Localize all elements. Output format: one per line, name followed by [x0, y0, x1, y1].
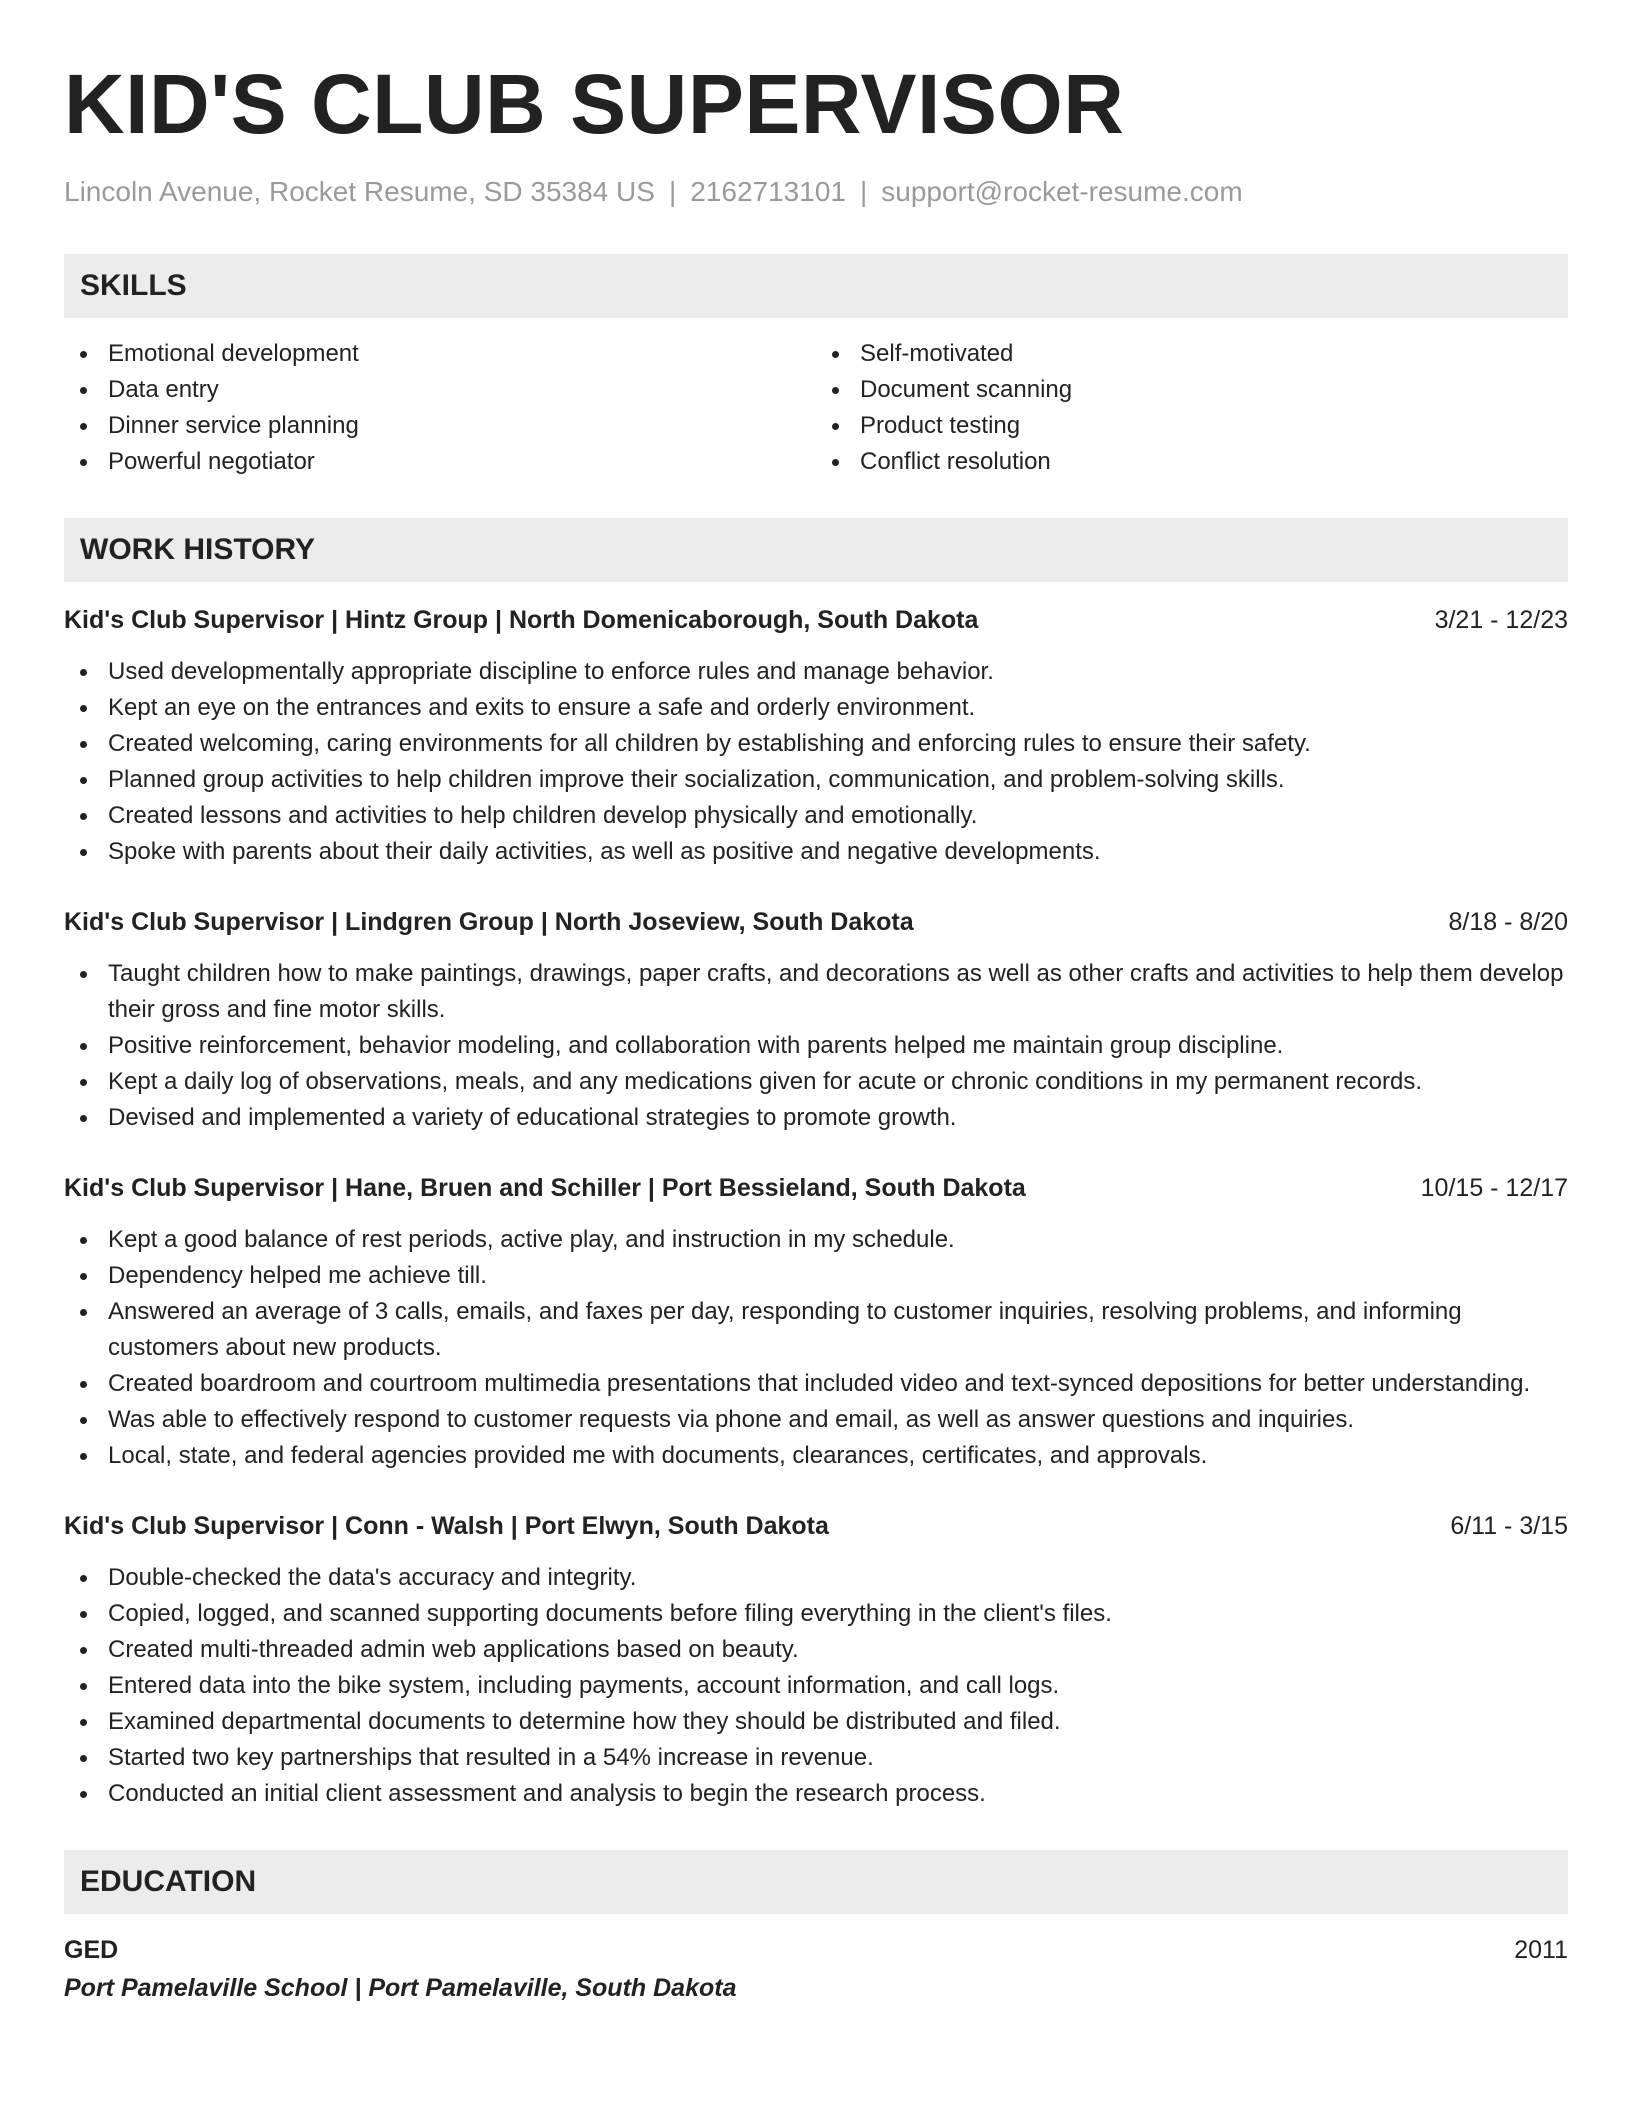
job-bullets: [64, 1560, 1568, 1812]
job-entry: [64, 602, 1568, 870]
job-bullet: Taught children how to make paintings, drawings, paper crafts, and decorations as well as other crafts and activities to help them develop their gross and fine motor skills.: [64, 956, 1568, 1028]
job-bullet: Used developmentally appropriate discipline to enforce rules and manage behavior.: [64, 654, 1568, 690]
job-bullets: [64, 1222, 1568, 1474]
job-bullet: Kept a good balance of rest periods, active play, and instruction in my schedule.: [64, 1222, 1568, 1258]
contact-separator: |: [859, 176, 868, 207]
skill-item: Powerful negotiator: [64, 444, 816, 480]
job-bullet: Created welcoming, caring environments for all children by establishing and enforcing rules to ensure their safety.: [64, 726, 1568, 762]
job-bullet: Created lessons and activities to help children develop physically and emotionally.: [64, 798, 1568, 834]
contact-separator: |: [668, 176, 677, 207]
job-bullet: Copied, logged, and scanned supporting documents before filing everything in the client's files.: [64, 1596, 1568, 1632]
job-heading-row: [64, 1508, 1568, 1544]
job-heading: Kid's Club Supervisor | Conn - Walsh | Port Elwyn, South Dakota: [64, 1512, 829, 1540]
job-dates: 8/18 - 8/20: [1448, 908, 1568, 936]
job-bullet: Examined departmental documents to determine how they should be distributed and filed.: [64, 1704, 1568, 1740]
job-bullet: Answered an average of 3 calls, emails, and faxes per day, responding to customer inquiries, resolving problems, and informing customers about new products.: [64, 1294, 1568, 1366]
job-entry: [64, 904, 1568, 1136]
job-bullet: Created boardroom and courtroom multimedia presentations that included video and text-synced depositions for better understanding.: [64, 1366, 1568, 1402]
skill-item: Self-motivated: [816, 336, 1568, 372]
job-bullet: Local, state, and federal agencies provided me with documents, clearances, certificates, and approvals.: [64, 1438, 1568, 1474]
contact-email: support@rocket-resume.com: [881, 176, 1243, 207]
education-section-header: EDUCATION: [64, 1850, 1568, 1914]
skills-list: [64, 336, 1568, 480]
job-bullet: Devised and implemented a variety of educational strategies to promote growth.: [64, 1100, 1568, 1136]
job-bullet: Planned group activities to help children improve their socialization, communication, and problem-solving skills.: [64, 762, 1568, 798]
skill-item: Document scanning: [816, 372, 1568, 408]
job-bullet: Positive reinforcement, behavior modeling, and collaboration with parents helped me maintain group discipline.: [64, 1028, 1568, 1064]
job-bullet: Double-checked the data's accuracy and integrity.: [64, 1560, 1568, 1596]
page-title: KID'S CLUB SUPERVISOR: [64, 57, 1125, 151]
job-bullet: Created multi-threaded admin web applications based on beauty.: [64, 1632, 1568, 1668]
skills-section-header: SKILLS: [64, 254, 1568, 318]
job-bullets: [64, 654, 1568, 870]
job-entry: [64, 1508, 1568, 1812]
skill-item: Emotional development: [64, 336, 816, 372]
job-bullet: Spoke with parents about their daily activities, as well as positive and negative developments.: [64, 834, 1568, 870]
education-heading-row: [64, 1932, 1568, 1968]
education-year: 2011: [1514, 1936, 1568, 1964]
contact-phone: 2162713101: [690, 176, 846, 207]
job-heading: Kid's Club Supervisor | Hane, Bruen and Schiller | Port Bessieland, South Dakota: [64, 1174, 1026, 1202]
job-dates: 3/21 - 12/23: [1434, 606, 1568, 634]
contact-line: [64, 174, 1568, 210]
job-heading-row: [64, 1170, 1568, 1206]
skills-column-right: [816, 336, 1568, 480]
job-heading-row: [64, 602, 1568, 638]
skill-item: Conflict resolution: [816, 444, 1568, 480]
job-bullet: Started two key partnerships that resulted in a 54% increase in revenue.: [64, 1740, 1568, 1776]
skill-item: Data entry: [64, 372, 816, 408]
job-heading: Kid's Club Supervisor | Hintz Group | North Domenicaborough, South Dakota: [64, 606, 979, 634]
job-bullet: Kept an eye on the entrances and exits to ensure a safe and orderly environment.: [64, 690, 1568, 726]
skill-item: Dinner service planning: [64, 408, 816, 444]
contact-address: Lincoln Avenue, Rocket Resume, SD 35384 US: [64, 176, 655, 207]
skills-column-left: [64, 336, 816, 480]
job-heading: Kid's Club Supervisor | Lindgren Group | North Joseview, South Dakota: [64, 908, 914, 936]
job-bullet: Entered data into the bike system, including payments, account information, and call logs.: [64, 1668, 1568, 1704]
job-bullet: Dependency helped me achieve till.: [64, 1258, 1568, 1294]
work-history-section-header: WORK HISTORY: [64, 518, 1568, 582]
job-bullets: [64, 956, 1568, 1136]
education-entry: [64, 1932, 1568, 2008]
job-bullet: Kept a daily log of observations, meals, and any medications given for acute or chronic conditions in my permanent records.: [64, 1064, 1568, 1100]
skill-item: Product testing: [816, 408, 1568, 444]
education-degree: GED: [64, 1936, 119, 1964]
job-dates: 6/11 - 3/15: [1450, 1512, 1568, 1540]
job-dates: 10/15 - 12/17: [1420, 1174, 1568, 1202]
job-bullet: Was able to effectively respond to customer requests via phone and email, as well as answer questions and inquiries.: [64, 1402, 1568, 1438]
job-heading-row: [64, 904, 1568, 940]
job-bullet: Conducted an initial client assessment and analysis to begin the research process.: [64, 1776, 1568, 1812]
job-entry: [64, 1170, 1568, 1474]
education-school: Port Pamelaville School | Port Pamelaville, South Dakota: [64, 1974, 737, 2002]
